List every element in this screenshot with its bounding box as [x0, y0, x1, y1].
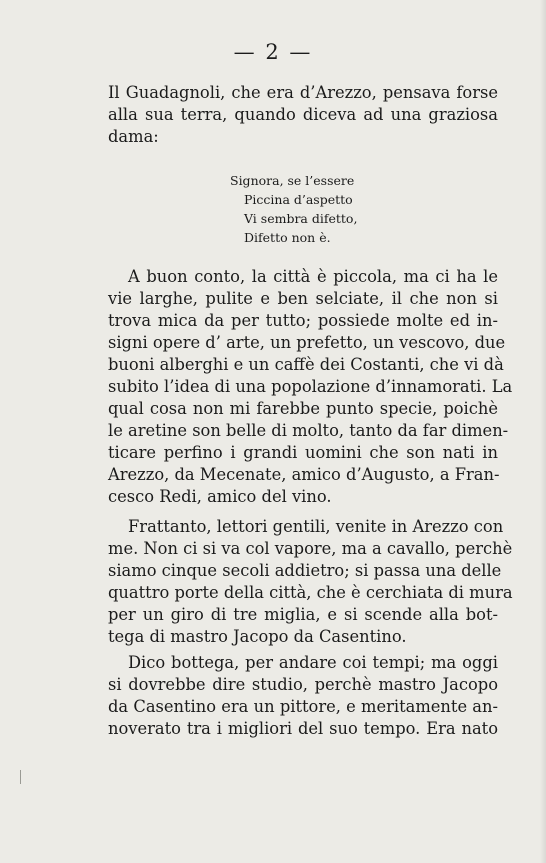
text-line: si dovrebbe dire studio, perchè mastro Jacopo — [108, 675, 498, 694]
text-line: quattro porte della città, che è cerchiata di mura — [108, 583, 513, 602]
text-line: alla sua terra, quando diceva ad una graziosa — [108, 105, 498, 124]
text-line: A buon conto, la città è piccola, ma ci ha le — [128, 267, 498, 286]
text-line: noverato tra i migliori del suo tempo. Era nato — [108, 719, 498, 738]
text-line: per un giro di tre miglia, e si scende alla bot- — [108, 605, 498, 624]
text-line: trova mica da per tutto; possiede molte ed in- — [108, 311, 498, 330]
text-line: vie larghe, pulite e ben selciate, il che non si — [108, 289, 498, 308]
quoted-poem — [230, 171, 357, 247]
text-line: siamo cinque secoli addietro; si passa una delle — [108, 561, 502, 580]
text-line: signi opere d’ arte, un prefetto, un vescovo, due — [108, 333, 506, 352]
text-line: dama: — [108, 127, 159, 146]
text-line: Frattanto, lettori gentili, venite in Arezzo con — [128, 517, 504, 536]
text-line: tega di mastro Jacopo da Casentino. — [108, 627, 407, 646]
text-line: Dico bottega, per andare coi tempi; ma oggi — [128, 653, 498, 672]
text-line: cesco Redi, amico del vino. — [108, 487, 332, 506]
text-line: qual cosa non mi farebbe punto specie, poichè — [108, 399, 498, 418]
paragraph-1 — [108, 82, 498, 148]
paragraph-4 — [108, 652, 498, 740]
text-line: Il Guadagnoli, che era d’Arezzo, pensava forse — [108, 83, 498, 102]
poem-verse: Vi sembra difetto, — [244, 211, 358, 226]
paper-speck — [20, 770, 21, 784]
page-number: — 2 — — [233, 40, 313, 64]
page-edge-shadow — [540, 0, 546, 863]
text-line: le aretine son belle di molto, tanto da far dimen- — [108, 421, 509, 440]
poem-verse: Signora, se l’essere — [230, 173, 355, 188]
text-line: buoni alberghi e un caffè dei Costanti, che vi dà — [108, 355, 504, 374]
poem-verse: Piccina d’aspetto — [244, 192, 353, 207]
text-line: ticare perfino i grandi uomini che son nati in — [108, 443, 498, 462]
text-line: subito l’idea di una popolazione d’innamorati. La — [108, 377, 513, 396]
text-line: da Casentino era un pittore, e meritamente an- — [108, 697, 498, 716]
poem-verse: Difetto non è. — [244, 230, 331, 245]
text-line: me. Non ci si va col vapore, ma a cavallo, perchè — [108, 539, 513, 558]
paragraph-3 — [108, 516, 513, 648]
paragraph-2 — [108, 266, 513, 508]
text-line: Arezzo, da Mecenate, amico d’Augusto, a Fran- — [108, 465, 500, 484]
